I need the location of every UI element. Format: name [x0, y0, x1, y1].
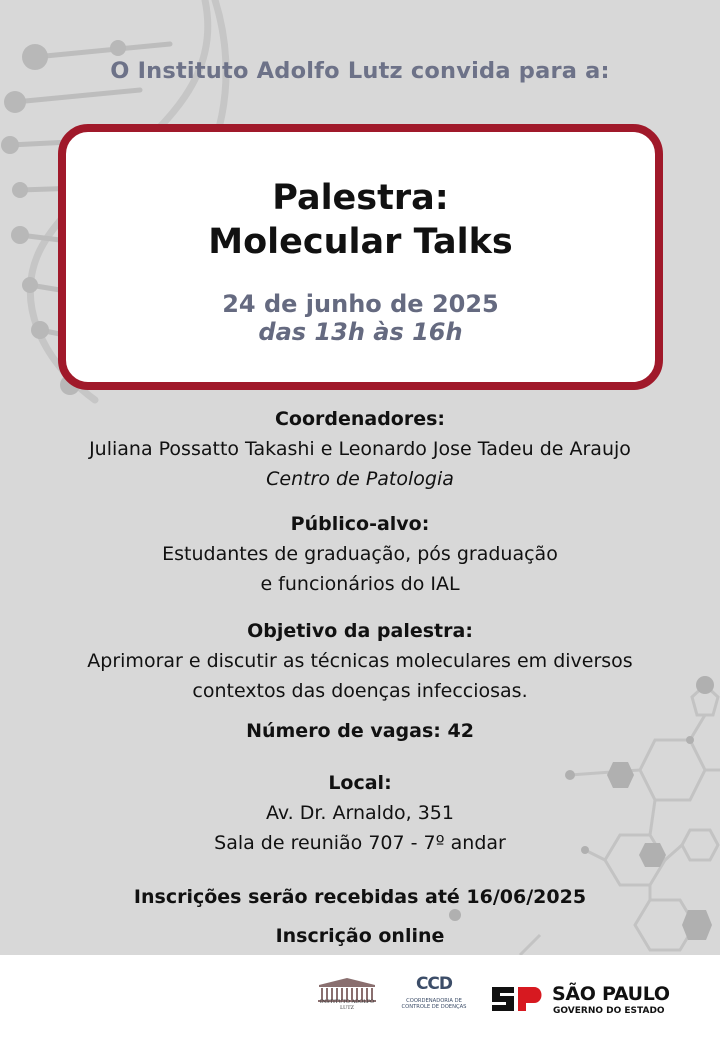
sp-title: SÃO PAULO — [552, 983, 670, 1005]
sao-paulo-government-logo — [490, 982, 680, 1018]
registration-online-link[interactable]: Inscrição online — [275, 925, 445, 947]
registration-deadline: Inscrições serão recebidas até 16/06/2025 — [133, 886, 587, 908]
event-title-card — [58, 124, 663, 390]
audience-heading: Público-alvo: — [290, 513, 430, 535]
registration-section — [0, 882, 720, 912]
location-section — [0, 768, 720, 858]
event-title-line-1: Palestra: — [272, 178, 449, 218]
vacancies-section — [0, 716, 720, 746]
event-date: 24 de junho de 2025 — [222, 290, 499, 318]
objective-section — [0, 616, 720, 706]
coordinators-section — [0, 404, 720, 494]
ial-logo-text: INSTITUTO ADOLFO LUTZ — [319, 999, 375, 1011]
coordinators-heading: Coordenadores: — [274, 408, 446, 430]
event-title — [66, 176, 655, 264]
sp-subtitle: GOVERNO DO ESTADO — [553, 1006, 665, 1016]
location-heading: Local: — [328, 772, 392, 794]
ccd-logo — [398, 975, 470, 1015]
event-time: das 13h às 16h — [258, 318, 463, 346]
registration-online-section — [0, 921, 720, 951]
location-address: Av. Dr. Arnaldo, 351 — [266, 802, 454, 824]
location-room: Sala de reunião 707 - 7º andar — [214, 832, 506, 854]
ccd-acronym: CCD — [415, 974, 453, 994]
ccd-line-1: COORDENADORIA DE — [406, 998, 462, 1004]
logo-footer — [0, 955, 720, 1040]
coordinators-department: Centro de Patologia — [266, 468, 454, 490]
invitation-heading: O Instituto Adolfo Lutz convida para a: — [110, 58, 610, 84]
audience-line-1: Estudantes de graduação, pós graduação — [162, 543, 558, 565]
event-title-line-2: Molecular Talks — [208, 222, 513, 262]
coordinators-names: Juliana Possatto Takashi e Leonardo Jose Tadeu de Araujo — [89, 438, 631, 460]
sp-emblem-icon — [490, 983, 548, 1013]
ial-logo — [316, 977, 378, 1011]
audience-section — [0, 509, 720, 599]
objective-line-1: Aprimorar e discutir as técnicas moleculares em diversos — [87, 650, 633, 672]
objective-heading: Objetivo da palestra: — [247, 620, 473, 642]
audience-line-2: e funcionários do IAL — [260, 573, 460, 595]
ccd-line-2: CONTROLE DE DOENÇAS — [401, 1004, 467, 1010]
vacancies-text: Número de vagas: 42 — [246, 720, 474, 742]
objective-line-2: contextos das doenças infecciosas. — [192, 680, 528, 702]
